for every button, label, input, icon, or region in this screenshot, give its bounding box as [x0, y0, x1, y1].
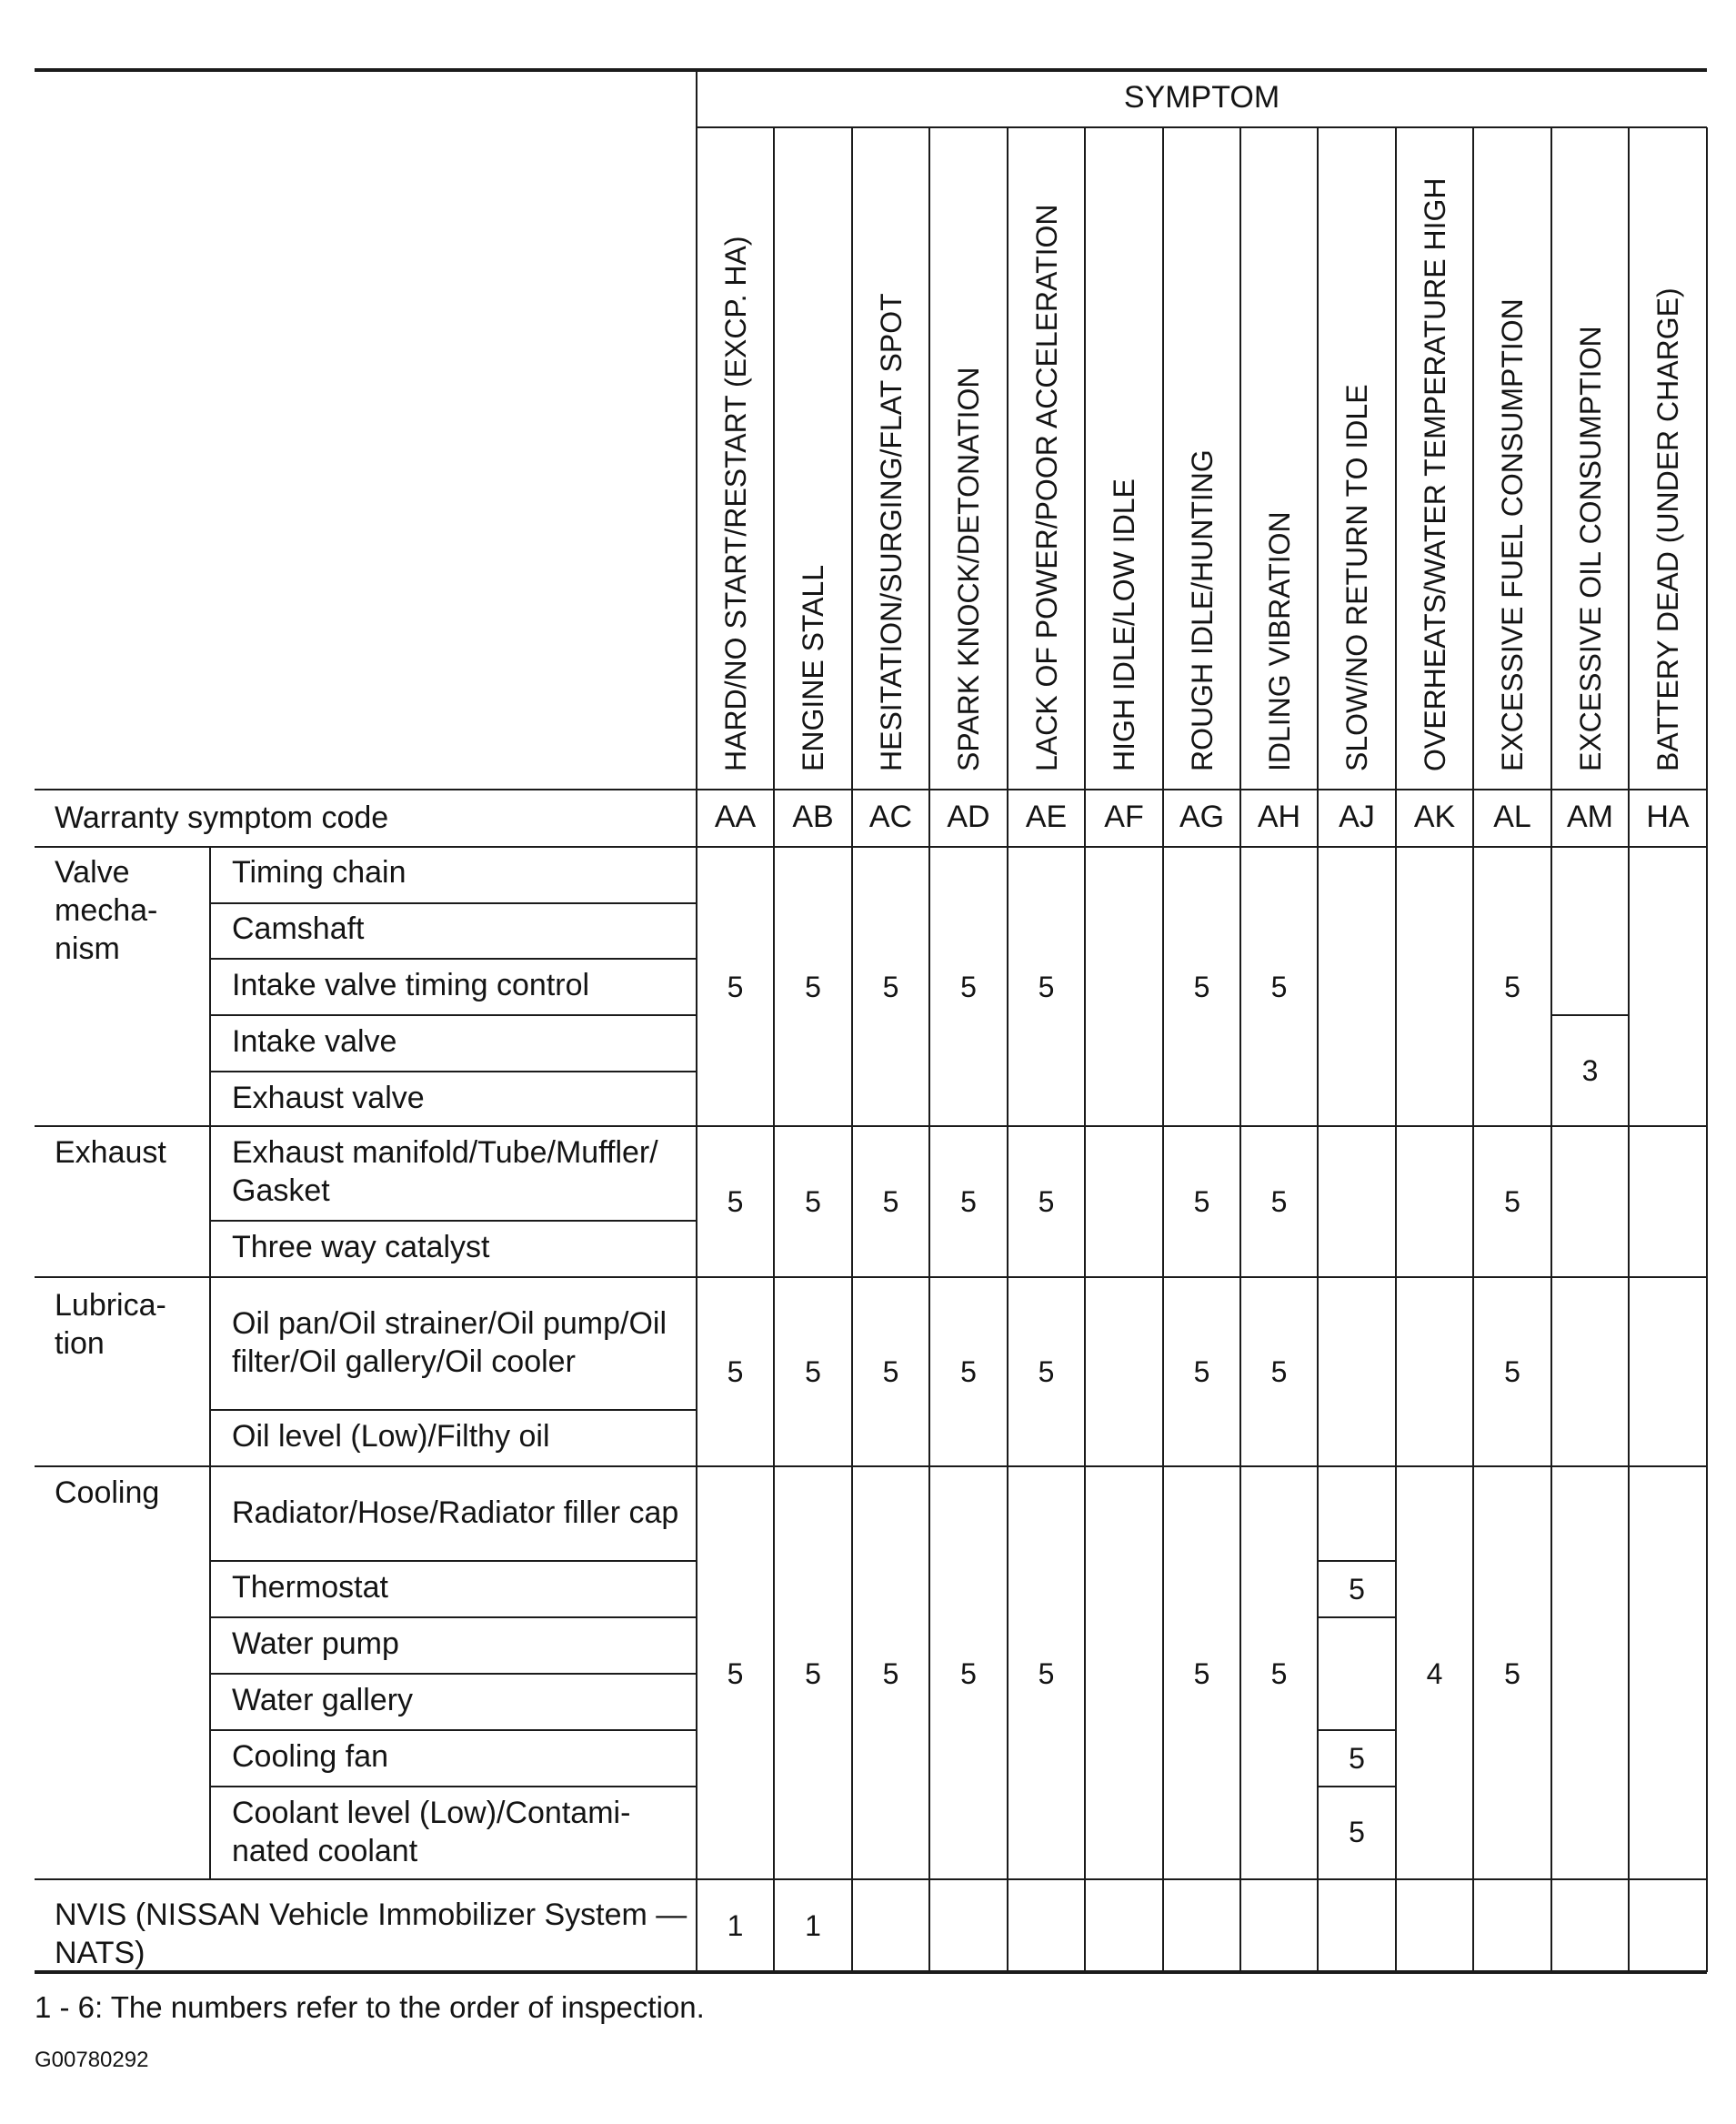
symptom-code: AM: [1567, 800, 1613, 834]
symptom-column-rule: [1550, 127, 1552, 1972]
inspection-order-value: 5: [1038, 1657, 1055, 1690]
group-rule: [35, 1276, 1707, 1278]
symptom-code: AE: [1025, 800, 1068, 834]
am-cell-rule: [1551, 1014, 1629, 1016]
item-label: Intake valve: [232, 1024, 397, 1059]
item-label: nated coolant: [232, 1834, 418, 1868]
inspection-order-value: 4: [1426, 1657, 1443, 1690]
symptom-name: EXCESSIVE OIL CONSUMPTION: [1573, 326, 1607, 771]
inspection-order-value: 5: [727, 1657, 744, 1690]
inspection-order-value: 5: [960, 1355, 977, 1388]
symptom-column-rule: [928, 127, 930, 1972]
symptom-header-rule: [697, 126, 1707, 128]
item-rule: [210, 958, 697, 960]
symptom-code: AC: [868, 800, 913, 834]
symptom-code: AD: [947, 800, 990, 834]
nvis-label: NATS): [55, 1936, 146, 1970]
item-rule: [210, 1786, 697, 1787]
inspection-order-value: 5: [960, 971, 977, 1003]
group-rule: [35, 1125, 1707, 1127]
item-label: Exhaust manifold/Tube/Muffler/: [232, 1135, 658, 1170]
inspection-order-value: 3: [1581, 1054, 1599, 1087]
symptom-name: ENGINE STALL: [797, 564, 829, 771]
inspection-order-value: 5: [1504, 971, 1520, 1003]
inspection-order-value: 5: [1270, 1185, 1288, 1218]
item-label: Oil pan/Oil strainer/Oil pump/Oil: [232, 1306, 667, 1341]
inspection-order-value: 1: [805, 1909, 821, 1942]
symptom-name: HIGH IDLE/LOW IDLE: [1108, 478, 1140, 771]
inspection-order-value: 5: [1349, 1816, 1365, 1848]
item-rule: [210, 1729, 697, 1731]
inspection-order-value: 5: [727, 971, 744, 1003]
item-rule: [210, 1560, 697, 1562]
item-rule: [210, 1071, 697, 1072]
item-label: Thermostat: [232, 1570, 388, 1605]
table-top-rule: [35, 68, 1707, 72]
item-rule: [210, 902, 697, 904]
nvis-label: NVIS (NISSAN Vehicle Immobilizer System —: [55, 1898, 687, 1932]
inspection-order-value: 5: [727, 1185, 744, 1218]
item-label: Timing chain: [232, 855, 406, 890]
item-label: Radiator/Hose/Radiator filler cap: [232, 1495, 679, 1530]
symptom-code: AJ: [1339, 800, 1375, 834]
inspection-order-value: 5: [805, 971, 821, 1003]
aj-cell-rule: [1318, 1560, 1396, 1562]
inspection-order-value: 5: [960, 1657, 977, 1690]
inspection-order-value: 5: [1038, 1355, 1055, 1388]
item-label: filter/Oil gallery/Oil cooler: [232, 1344, 576, 1379]
inspection-order-value: 5: [882, 1355, 899, 1388]
inspection-order-value: 5: [1270, 1657, 1288, 1690]
item-label: Water gallery: [232, 1683, 414, 1717]
symptom-code: AH: [1257, 800, 1301, 834]
symptom-name: IDLING VIBRATION: [1262, 511, 1296, 771]
symptom-code: AB: [792, 800, 834, 834]
item-label: Oil level (Low)/Filthy oil: [232, 1419, 550, 1454]
symptom-name: BATTERY DEAD (UNDER CHARGE): [1651, 287, 1684, 771]
inspection-order-value: 5: [1349, 1742, 1365, 1775]
item-label: Coolant level (Low)/Contami-: [232, 1796, 631, 1830]
symptom-name: ROUGH IDLE/HUNTING: [1185, 449, 1219, 771]
item-rule: [210, 1673, 697, 1675]
table-bottom-rule: [35, 1970, 1707, 1974]
group-name: mecha-: [55, 893, 158, 928]
symptom-column-rule: [1162, 127, 1164, 1972]
item-label: Gasket: [232, 1173, 330, 1208]
header-bottom-rule: [35, 789, 1707, 790]
symptom-code: AA: [714, 800, 757, 834]
figure-id: G00780292: [35, 2048, 149, 2072]
symptom-code: HA: [1646, 800, 1690, 834]
inspection-order-value: 5: [805, 1657, 821, 1690]
group-column-rule: [209, 847, 211, 1879]
inspection-order-value: 5: [882, 1657, 899, 1690]
symptom-column-rule: [1395, 127, 1397, 1972]
inspection-order-value: 5: [1270, 971, 1288, 1003]
item-label: Water pump: [232, 1626, 399, 1661]
symptom-column-rule: [1472, 127, 1474, 1972]
symptom-name: LACK OF POWER/POOR ACCELERATION: [1029, 204, 1063, 771]
item-rule: [210, 1409, 697, 1411]
aj-cell-rule: [1318, 1729, 1396, 1731]
inspection-order-value: 5: [882, 1185, 899, 1218]
item-label: Intake valve timing control: [232, 968, 590, 1002]
inspection-order-value: 5: [1193, 971, 1210, 1003]
symptom-code: AL: [1493, 800, 1531, 834]
item-rule: [210, 1014, 697, 1016]
item-label: Cooling fan: [232, 1739, 389, 1774]
inspection-order-value: 5: [882, 971, 899, 1003]
item-label: Three way catalyst: [232, 1230, 490, 1264]
symptom-column-rule: [1084, 127, 1086, 1972]
group-name: Valve: [55, 855, 130, 890]
inspection-order-value: 5: [1193, 1185, 1210, 1218]
symptom-column-rule: [1706, 127, 1708, 1972]
symptom-column-rule: [773, 127, 775, 1972]
item-label: Exhaust valve: [232, 1081, 425, 1115]
symptom-name: OVERHEATS/WATER TEMPERATURE HIGH: [1418, 177, 1451, 771]
group-name: nism: [55, 931, 120, 966]
inspection-order-value: 5: [1270, 1355, 1288, 1388]
symptom-column-rule: [1628, 127, 1630, 1972]
symptom-code: AK: [1413, 800, 1456, 834]
inspection-order-value: 5: [1504, 1657, 1520, 1690]
symptom-column-rule: [1317, 127, 1319, 1972]
symptom-name: EXCESSIVE FUEL CONSUMPTION: [1496, 298, 1529, 771]
symptom-name: HARD/NO START/RESTART (EXCP. HA): [718, 236, 752, 771]
symptom-name: SPARK KNOCK/DETONATION: [952, 367, 985, 771]
group-name: Lubrica-: [55, 1288, 166, 1323]
item-rule: [210, 1220, 697, 1222]
inspection-order-value: 5: [805, 1185, 821, 1218]
aj-cell-rule: [1318, 1616, 1396, 1618]
symptom-code: AF: [1104, 800, 1144, 834]
symptom-column-rule: [1239, 127, 1241, 1972]
symptom-column-rule: [851, 127, 853, 1972]
inspection-order-value: 5: [1038, 971, 1055, 1003]
item-rule: [210, 1616, 697, 1618]
inspection-order-value: 5: [805, 1355, 821, 1388]
symptom-name: SLOW/NO RETURN TO IDLE: [1340, 384, 1373, 771]
inspection-order-value: 5: [1193, 1355, 1210, 1388]
symptom-name: HESITATION/SURGING/FLAT SPOT: [874, 293, 908, 771]
aj-cell-rule: [1318, 1786, 1396, 1787]
inspection-order-value: 5: [727, 1355, 744, 1388]
symptom-code: AG: [1179, 800, 1225, 834]
inspection-order-value: 5: [1504, 1185, 1520, 1218]
symptom-column-rule: [1007, 127, 1008, 1972]
inspection-order-value: 1: [727, 1909, 744, 1942]
footnote: 1 - 6: The numbers refer to the order of inspection.: [35, 1990, 705, 2024]
inspection-order-value: 5: [1193, 1657, 1210, 1690]
group-rule: [35, 1465, 1707, 1467]
inspection-order-value: 5: [1038, 1185, 1055, 1218]
group-name: Exhaust: [55, 1135, 166, 1170]
inspection-order-value: 5: [1504, 1355, 1520, 1388]
group-name: Cooling: [55, 1475, 160, 1510]
inspection-order-value: 5: [1349, 1573, 1365, 1606]
warranty-symptom-code-label: Warranty symptom code: [55, 800, 389, 835]
inspection-order-value: 5: [960, 1185, 977, 1218]
symptom-header: SYMPTOM: [1123, 80, 1280, 115]
group-name: tion: [55, 1326, 105, 1361]
item-label: Camshaft: [232, 911, 365, 946]
code-row-rule: [35, 846, 1707, 848]
group-rule: [35, 1878, 1707, 1880]
